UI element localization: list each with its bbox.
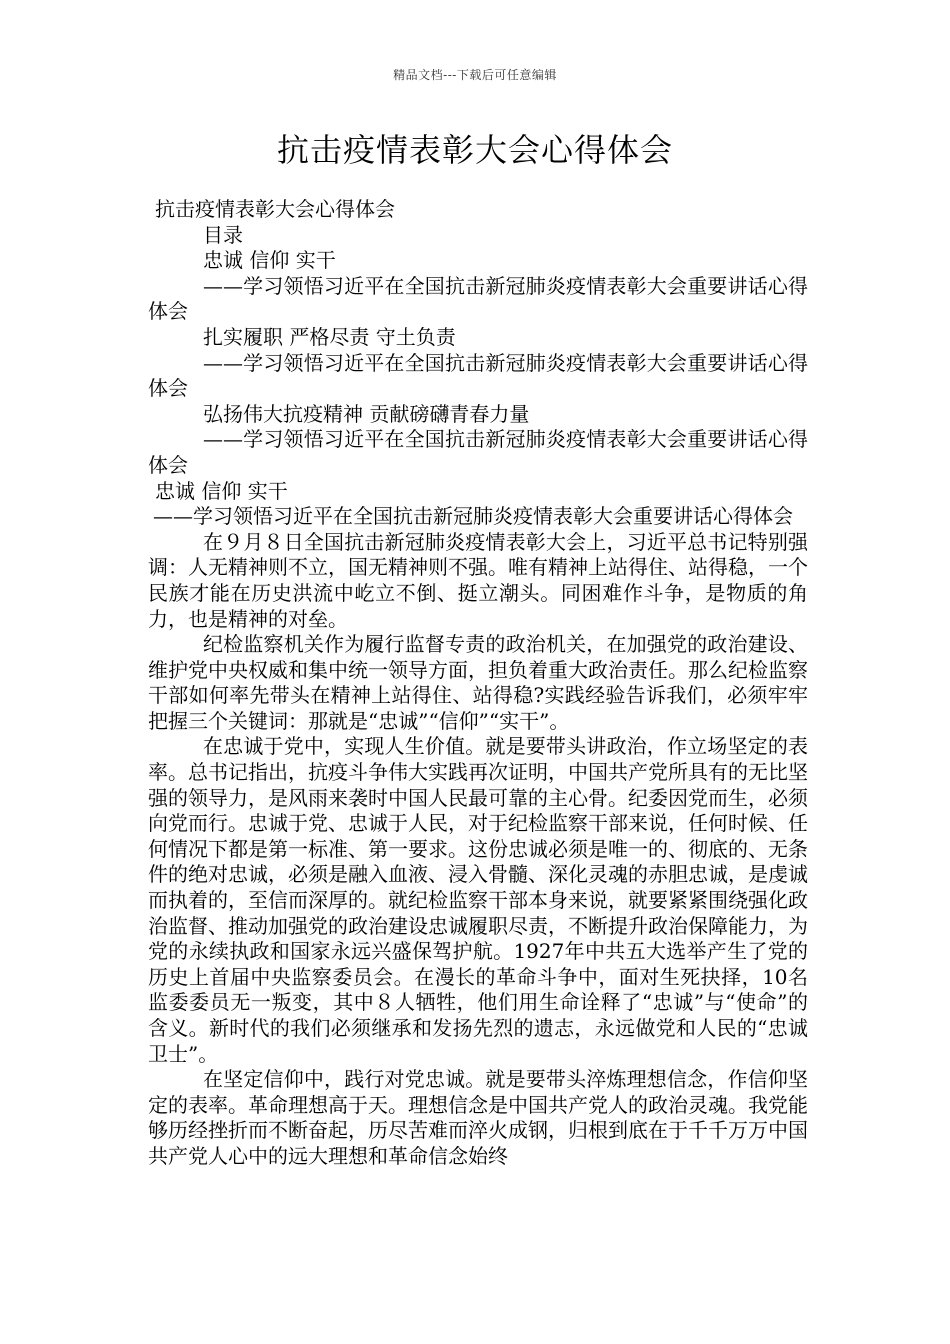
toc-heading: 目录 [203,222,243,247]
toc-item-2-subtitle: ——学习领悟习近平在全国抗击新冠肺炎疫情表彰大会重要讲话心得体会 [148,350,808,401]
subtitle-line: 抗击疫情表彰大会心得体会 [155,197,395,221]
paragraph-3: 在忠诚于党中，实现人生价值。就是要带头讲政治，作立场坚定的表率。总书记指出，抗疫斗争伟大实践再次证明，中国共产党所具有的无比坚强的领导力，是风雨来袭时中国人民最可靠的主心骨。纪委因党而生，必须向党而行。忠诚于党、忠诚于人民，对于纪检监察干部来说，任何时候、任何情况下都是第一标准、第一要求。这份忠诚必须是唯一的、彻底的、无条件的绝对忠诚，必须是融入血液、浸入骨髓、深化灵魂的赤胆忠诚，是虔诚而执着的，至信而深厚的。就纪检监察干部本身来说，就要紧紧围绕强化政治监督、推动加强党的政治建设忠诚履职尽责，不断提升政治保障能力，为党的永续执政和国家永远兴盛保驾护航。1927年中共五大选举产生了党的历史上首届中央监察委员会。在漫长的革命斗争中，面对生死抉择，10名监委委员无一叛变，其中８人牺牲，他们用生命诠释了“忠诚”与“使命”的含义。新时代的我们必须继承和发扬先烈的遗志，永远做党和人民的“忠诚卫士”。 [148,734,808,1066]
toc-item-3: 弘扬伟大抗疫精神 贡献磅礴青春力量 [203,401,530,426]
page-header: 精品文档---下载后可任意编辑 [393,68,557,82]
toc-item-3-subtitle: ——学习领悟习近平在全国抗击新冠肺炎疫情表彰大会重要讲话心得体会 [148,427,808,477]
paragraph-1: 在９月８日全国抗击新冠肺炎疫情表彰大会上，习近平总书记特别强调：人无精神则不立，国无精神则不强。唯有精神上站得住、站得稳，一个民族才能在历史洪流中屹立不倒、挺立潮头。同困难作斗争，是物质的角力，也是精神的对垒。 [148,529,808,631]
paragraph-2: 纪检监察机关作为履行监督专责的政治机关，在加强党的政治建设、维护党中央权威和集中统一领导方面，担负着重大政治责任。那么纪检监察干部如何率先带头在精神上站得住、站得稳?实践经验告诉我们，必须牢牢把握三个关键词：那就是“忠诚”“信仰”“实干”。 [148,632,808,733]
section-heading: 忠诚 信仰 实干 [155,478,288,503]
toc-item-1: 忠诚 信仰 实干 [203,248,336,273]
section-subheading: ——学习领悟习近平在全国抗击新冠肺炎疫情表彰大会重要讲话心得体会 [153,504,793,529]
document-body [148,197,808,1170]
page-title: 抗击疫情表彰大会心得体会 [276,131,673,169]
toc-item-1-subtitle: ——学习领悟习近平在全国抗击新冠肺炎疫情表彰大会重要讲话心得体会 [148,273,808,324]
toc-item-2: 扎实履职 严格尽责 守土负责 [203,324,456,349]
paragraph-4: 在坚定信仰中，践行对党忠诚。就是要带头淬炼理想信念，作信仰坚定的表率。革命理想高于天。理想信念是中国共产党人的政治灵魂。我党能够历经挫折而不断奋起，历尽苦难而淬火成钢，归根到底在于千千万万中国共产党人心中的远大理想和革命信念始终 [148,1067,808,1168]
